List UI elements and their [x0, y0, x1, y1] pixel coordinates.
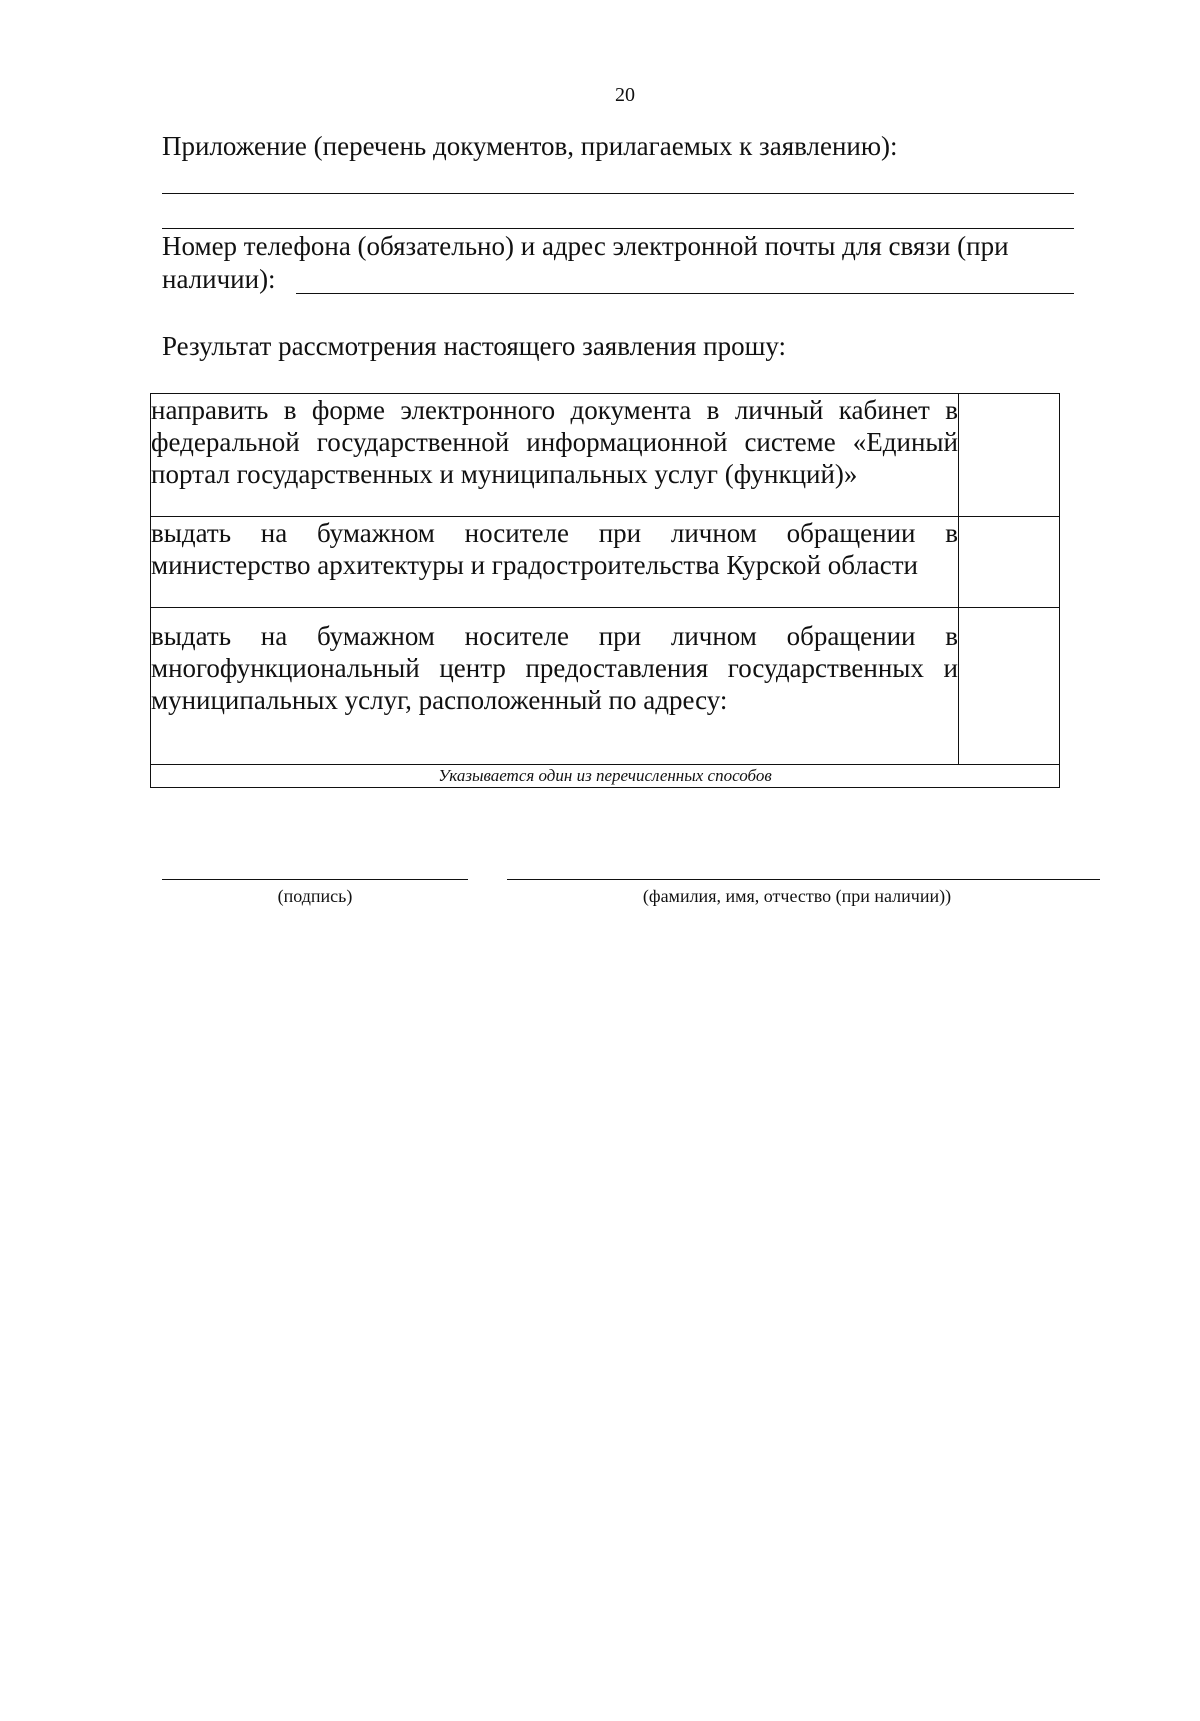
option-row-ministry: [151, 517, 1060, 608]
signature-label: (подпись): [277, 886, 353, 906]
option-checkbox-mfc[interactable]: [959, 608, 1060, 765]
attachments-line[interactable]: [162, 193, 1074, 194]
contact-label-line2: наличии):: [162, 264, 276, 294]
option-text-ministry: выдать на бумажном носителе при личном обращении в министерство архитектуры и градостроительства Курской области: [151, 517, 959, 608]
option-row-mfc: [151, 608, 1060, 765]
full-name-line[interactable]: [507, 879, 1100, 880]
result-heading: Результат рассмотрения настоящего заявления прошу:: [162, 331, 787, 361]
contact-label-line1: Номер телефона (обязательно) и адрес электронной почты для связи (при: [162, 231, 1009, 261]
option-text-mfc: выдать на бумажном носителе при личном обращении в многофункциональный центр предоставления государственных и муниципальных услуг, расположенный по адресу:: [151, 608, 959, 765]
option-row-portal: [151, 394, 1060, 517]
option-text-portal: направить в форме электронного документа в личный кабинет в федеральной государственной информационной системе «Единый портал государственных и муниципальных услуг (функций)»: [151, 394, 959, 517]
attachments-label: Приложение (перечень документов, прилагаемых к заявлению):: [162, 131, 898, 161]
options-note: Указывается один из перечисленных способов: [151, 765, 1060, 788]
signature-line[interactable]: [162, 879, 468, 880]
option-checkbox-ministry[interactable]: [959, 517, 1060, 608]
contact-line[interactable]: [296, 293, 1074, 294]
page-number: 20: [615, 84, 635, 106]
delivery-options-table: [150, 393, 1060, 788]
option-checkbox-portal[interactable]: [959, 394, 1060, 517]
note-row: [151, 765, 1060, 788]
attachments-line-2[interactable]: [162, 228, 1074, 229]
full-name-label: (фамилия, имя, отчество (при наличии)): [642, 886, 952, 906]
